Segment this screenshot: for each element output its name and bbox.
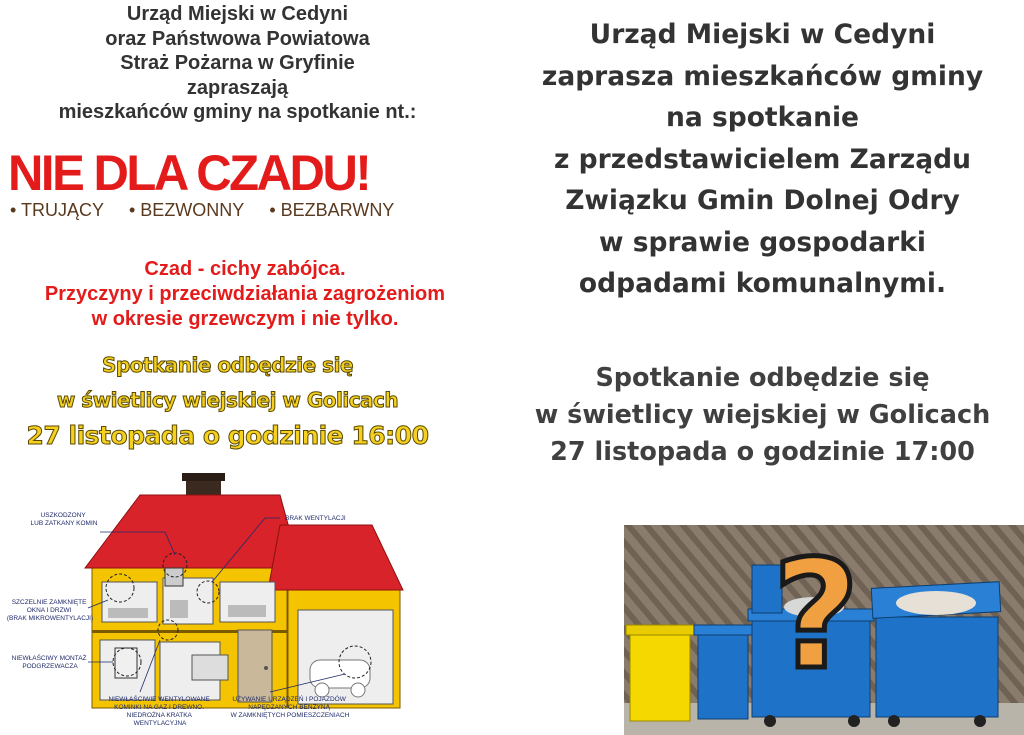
invitation-line: Związku Gmin Dolnej Odry	[565, 185, 960, 216]
label-windows: SZCZELNIE ZAMKNIĘTE OKNA I DRZWI (BRAK MIKROWENTYLACJI)	[6, 599, 94, 622]
header-line: oraz Państwowa Powiatowa	[105, 27, 370, 50]
header-line: Urząd Miejski w Cedyni	[126, 3, 349, 25]
invitation-line: zaprasza mieszkańców gminy	[541, 60, 984, 92]
main-roof	[85, 495, 300, 568]
label-chimney: USZKODZONY LUB ZATKANY KOMIN	[30, 512, 98, 527]
house-illustration	[0, 470, 420, 735]
invitation-line: na spotkanie	[665, 102, 860, 133]
yellow-bin	[630, 631, 690, 721]
front-door	[238, 630, 272, 702]
gas-properties	[10, 200, 414, 221]
large-blue-bin-2	[876, 617, 998, 717]
subtitle	[0, 257, 490, 332]
question-mark-icon: ?	[772, 529, 860, 703]
label-heater: NIEWŁAŚCIWY MONTAŻ PODGRZEWACZA	[11, 655, 87, 670]
meeting-line: w świetlicy wiejskiej w Golicach	[534, 400, 991, 430]
meeting-line: Spotkanie odbędzie się	[595, 363, 930, 393]
meeting-date: 27 listopada o godzinie 17:00	[550, 437, 975, 467]
waste-bins-photo	[624, 525, 1024, 735]
label-garage: UŻYWANIE URZĄDZEŃ I POJAZDÓW NAPĘDZANYCH BENZYNĄ W ZAMKNIĘTYCH POMIESZCZENIACH	[230, 696, 350, 719]
invitation-line: odpadami komunalnymi.	[578, 268, 947, 299]
header-line: zapraszają	[186, 76, 289, 99]
header-line: Straż Pożarna w Gryfinie	[120, 52, 355, 74]
meeting-line: Spotkanie odbędzie się	[101, 353, 354, 377]
invitation-line: z przedstawicielem Zarządu	[554, 143, 971, 175]
header-line: mieszkańców gminy na spotkanie nt.:	[58, 101, 417, 123]
property-item: • TRUJĄCY	[10, 200, 104, 220]
meeting-line: w świetlicy wiejskiej w Golicach	[56, 388, 399, 412]
meeting-date: 27 listopada o godzinie 16:00	[26, 421, 429, 450]
garage-roof	[268, 525, 403, 590]
property-item: • BEZBARWNY	[269, 200, 395, 220]
label-fireplaces: NIEWŁAŚCIWIE WENTYLOWANE KOMINKI NA GAZ I DREWNO. NIEDROŻNA KRATKA WENTYLACYJNA	[108, 696, 210, 727]
subtitle-line: Czad - cichy zabójca.	[144, 258, 346, 280]
left-header	[0, 2, 475, 125]
small-blue-bin	[698, 633, 748, 719]
invitation	[505, 14, 1020, 305]
headline: NIE DLA CZADU!	[8, 145, 370, 201]
subtitle-line: Przyczyny i przeciwdziałania zagrożeniom	[44, 283, 446, 305]
garage-door	[298, 610, 393, 704]
subtitle-line: w okresie grzewczym i nie tylko.	[91, 308, 399, 330]
invitation-line: w sprawie gospodarki	[599, 226, 926, 258]
label-ventilation: BRAK WENTYLACJI	[285, 515, 346, 522]
property-item: • BEZWONNY	[129, 200, 245, 220]
right-meeting	[505, 360, 1020, 471]
invitation-line: Urząd Miejski w Cedyni	[589, 19, 936, 50]
